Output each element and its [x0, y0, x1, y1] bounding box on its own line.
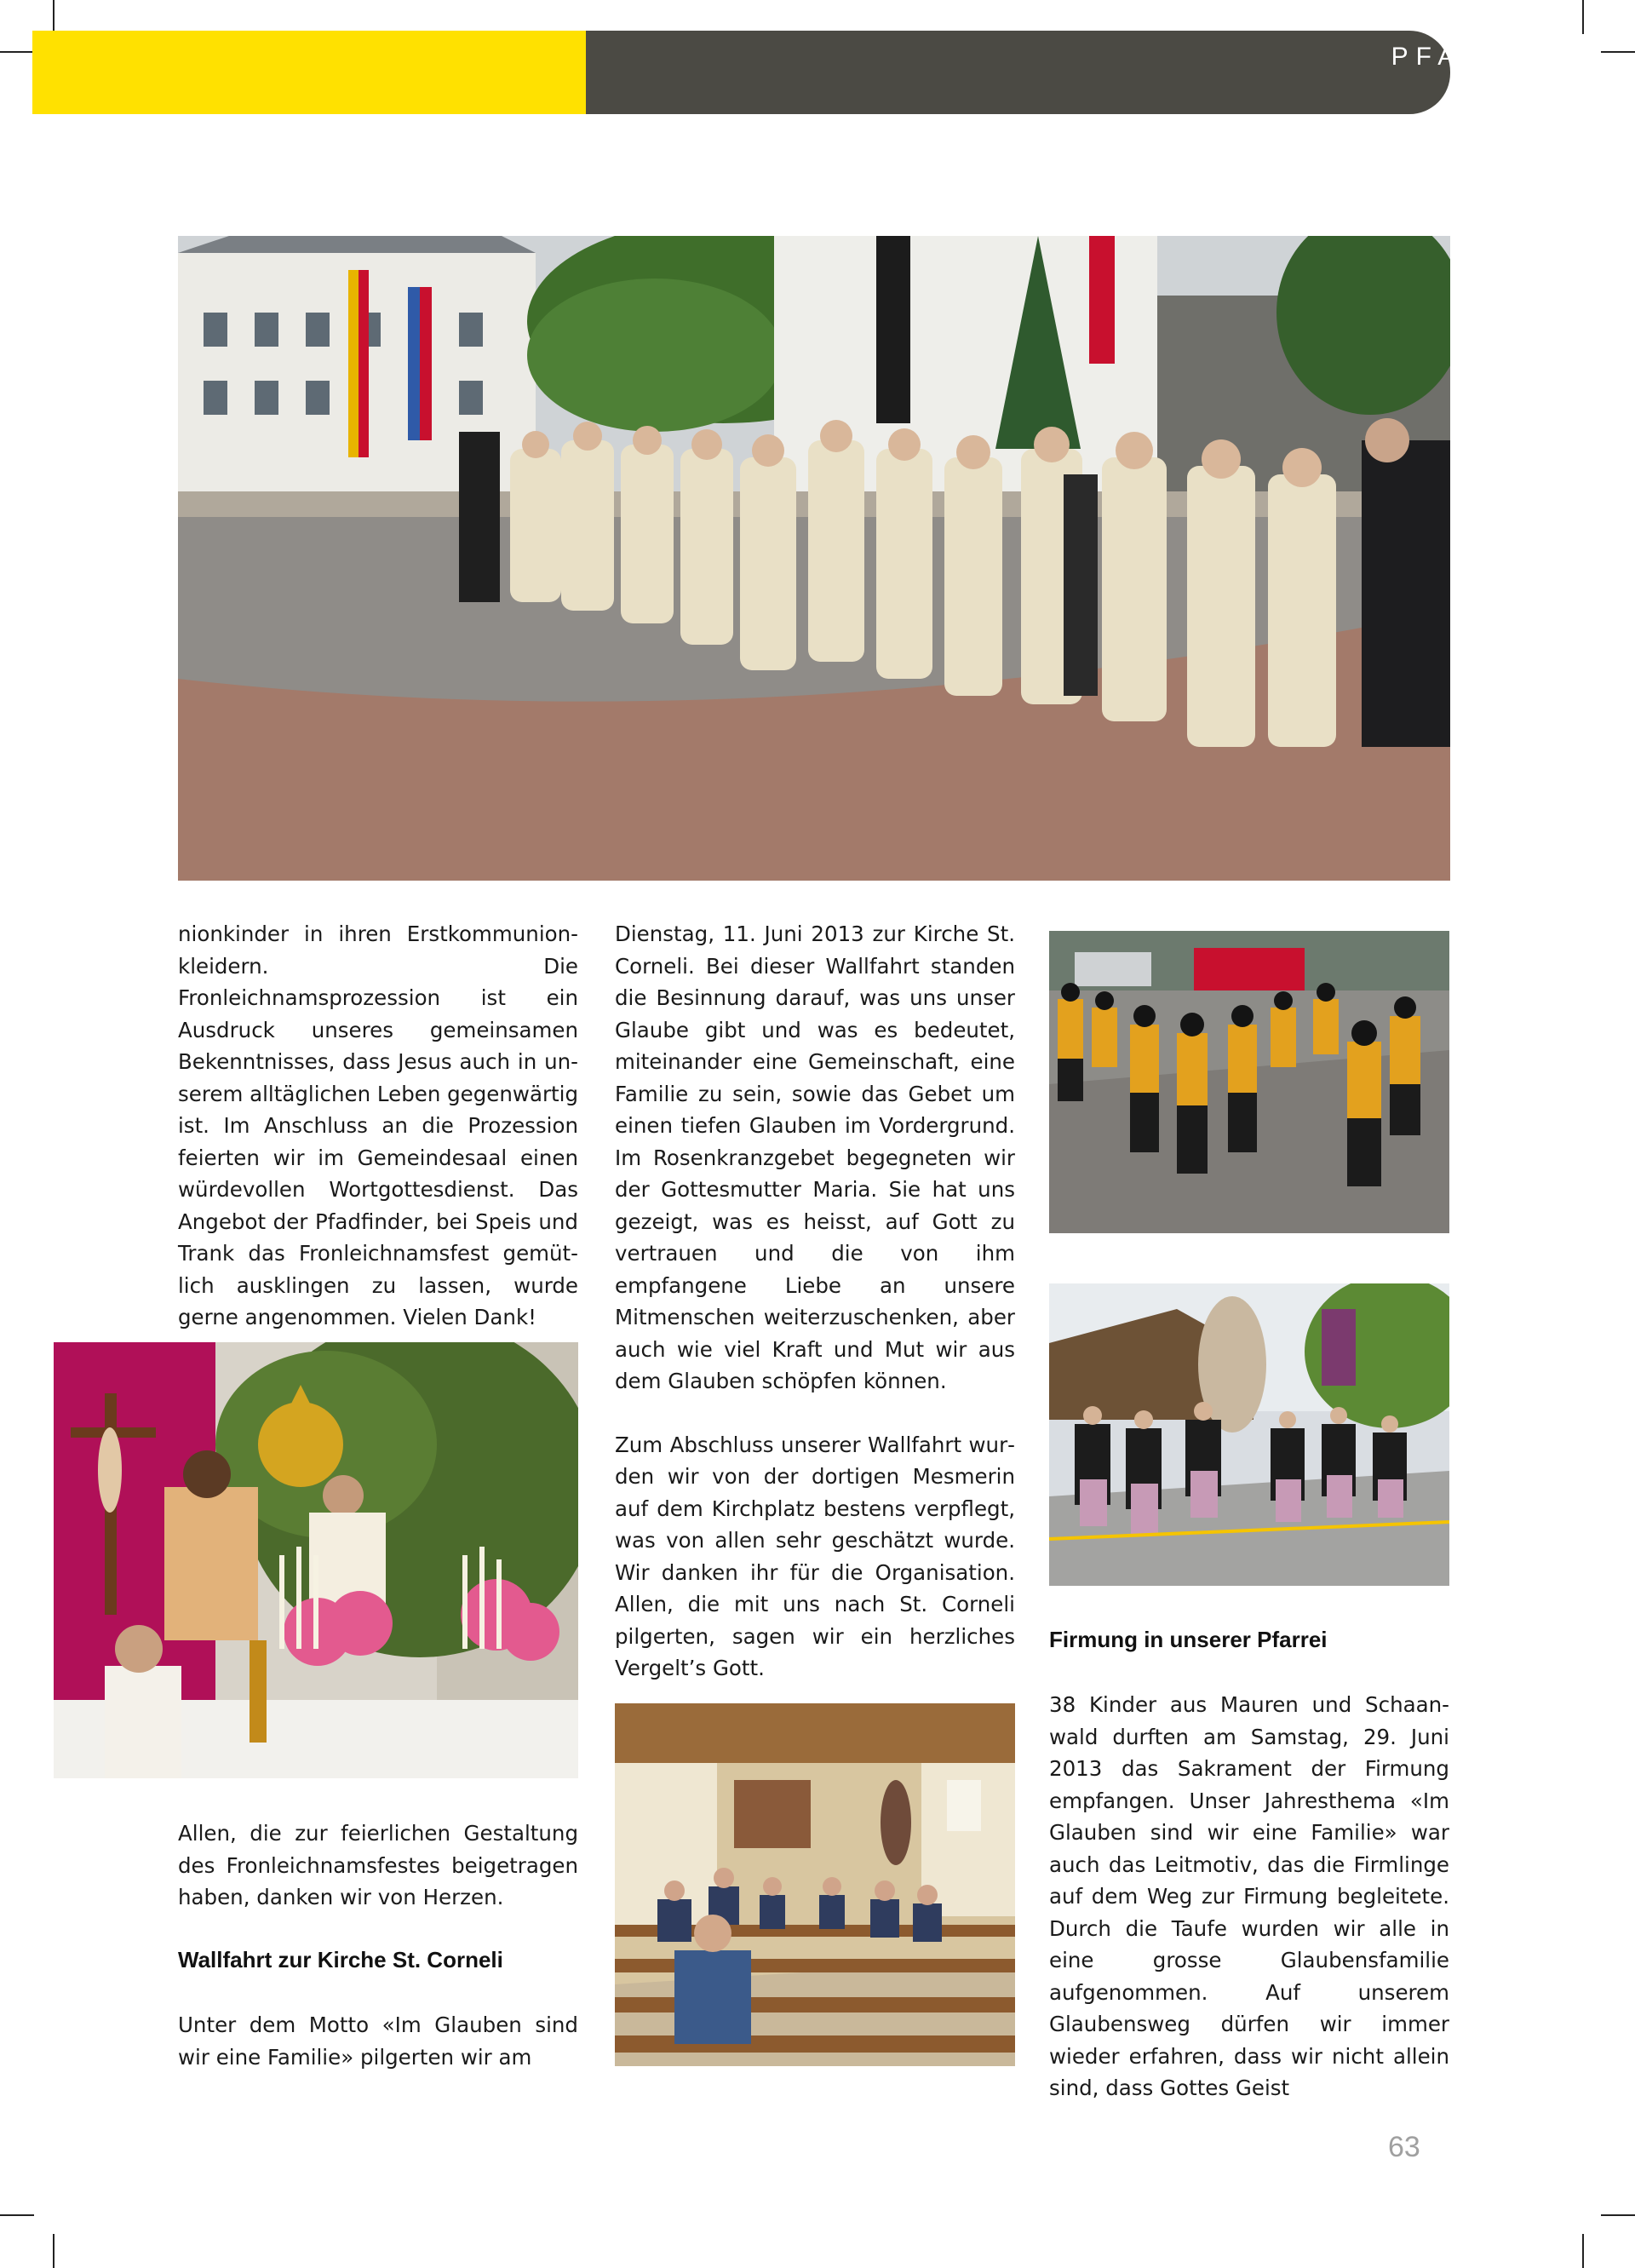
crop-mark [0, 51, 34, 53]
crop-mark [1601, 2214, 1635, 2216]
crop-mark [1582, 0, 1584, 34]
heading-firmung: Firmung in unserer Pfarrei [1049, 1627, 1328, 1652]
paragraph: nionkinder in ihren Erstkommunionkleidern. Die Fronleichnamsprozession ist ein Ausdruck unseres gemeinsamen Bekenntnisses, dass Jesus auch in unserem alltäglichen Leben gegenwärtig ist. Im Anschluss an die Prozession feierten wir im Gemeindesaal einen würdevollen Wortgottesdienst. Das Angebot der Pfadfinder, bei Speis und Trank das Fronleichnamsfest gemütlich ausklingen zu lassen, wurde gerne angenommen. Vielen Dank! [178, 922, 578, 1329]
church-interior-photo [615, 1703, 1015, 2066]
section-label: PFARREI [1391, 43, 1554, 71]
column-2-text [615, 918, 1015, 1685]
crop-mark [1601, 51, 1635, 53]
paragraph: Allen, die zur feierlichen Gestaltung des Fronleichnamsfestes beigetragen haben, danken wir von Herzen. [178, 1821, 578, 1909]
column-3-text [1049, 1689, 1449, 2104]
statue-procession-photo [1049, 1283, 1449, 1586]
paragraph: Unter dem Motto «Im Glauben sind wir eine Familie» pilgerten wir am [178, 2012, 578, 2070]
brass-band-photo [1049, 931, 1449, 1233]
header-accent-bar [32, 31, 586, 114]
column-1-bottom-text [178, 2009, 578, 2073]
paragraph: Dienstag, 11. Juni 2013 zur Kirche St. Corneli. Bei dieser Wallfahrt standen die Besinnung darauf, was uns unser Glaube gibt und was es bedeutet, miteinander eine Gemeinschaft, eine Familie zu sein, sowie das Gebet um einen tiefen Glauben im Vordergrund. Im Rosenkranzgebet begegneten wir der Gottesmutter Maria. Sie hat uns gezeigt, was es heisst, auf Gott zu vertrauen und die von ihm empfangene Liebe an unsere Mitmenschen weiterzuschenken, aber auch wie viel Kraft und Mut wir aus dem Glauben schöpfen können. [615, 922, 1015, 1393]
column-1-text [178, 918, 578, 1334]
crop-mark [53, 0, 54, 34]
procession-photo [178, 236, 1450, 881]
header-section-bar [586, 31, 1450, 114]
column-1-lower-text [178, 1817, 578, 1914]
crop-mark [0, 2214, 34, 2216]
altar-photo [54, 1342, 578, 1778]
paragraph: 38 Kinder aus Mauren und Schaanwald durften am Samstag, 29. Juni 2013 das Sakrament der Firmung empfangen. Unser Jahresthema «Im Glauben sind wir eine Familie» war auch das Leitmotiv, das die Firmlinge auf dem Weg zur Firmung begleitete. Durch die Taufe wurden wir alle in eine grosse Glaubensfamilie aufgenommen. Auf unserem Glaubensweg dürfen wir immer wieder erfahren, dass wir nicht allein sind, dass Gottes Geist [1049, 1692, 1449, 2100]
page-number: 63 [1388, 2131, 1420, 2163]
heading-wallfahrt: Wallfahrt zur Kirche St. Corneli [178, 1947, 503, 1972]
crop-mark [1582, 2234, 1584, 2268]
paragraph: Zum Abschluss unserer Wallfahrt wurden wir von der dortigen Mesmerin auf dem Kirchplatz bestens verpflegt, was von allen sehr geschätzt wurde. Wir danken ihr für die Organisation. Allen, die mit uns nach St. Corneli pilgerten, sagen wir ein herzliches Vergelt’s Gott. [615, 1432, 1015, 1680]
crop-mark [53, 2234, 54, 2268]
